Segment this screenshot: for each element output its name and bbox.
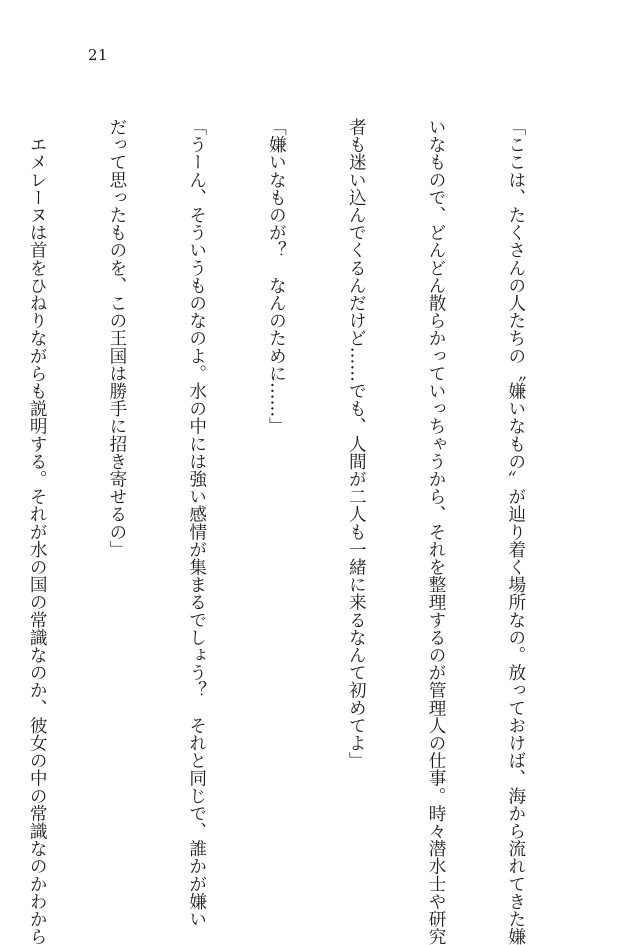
text-line: 者も迷い込んでくるんだけど……でも、人間が二人も一緒に来るなんて初めてよ」 [346,118,367,770]
text-line: 「うーん、そういうものなのよ。水の中には強い感情が集まるでしょう？ それと同じで、誰かが嫌い [186,118,207,928]
page-number: 21 [88,46,109,64]
body-text [0,118,582,945]
text-line: いなもので、どんどん散らかっていっちゃうから、それを整理するのが管理人の仕事。時々潜水士や研究 [426,118,447,945]
text-line: だって思ったものを、この王国は勝手に招き寄せるの」 [106,118,127,558]
text-line: 「嫌いなものが？ なんのために……」 [266,118,287,435]
text-line: エメレーヌは首をひねりながらも説明する。それが水の国の常識なのか、彼女の中の常識なのかわから [27,118,48,945]
text-line: 「ここは、たくさんの人たちの〝嫌いなもの〟が辿り着く場所なの。放っておけば、海から流れてきた嫌 [505,118,526,945]
